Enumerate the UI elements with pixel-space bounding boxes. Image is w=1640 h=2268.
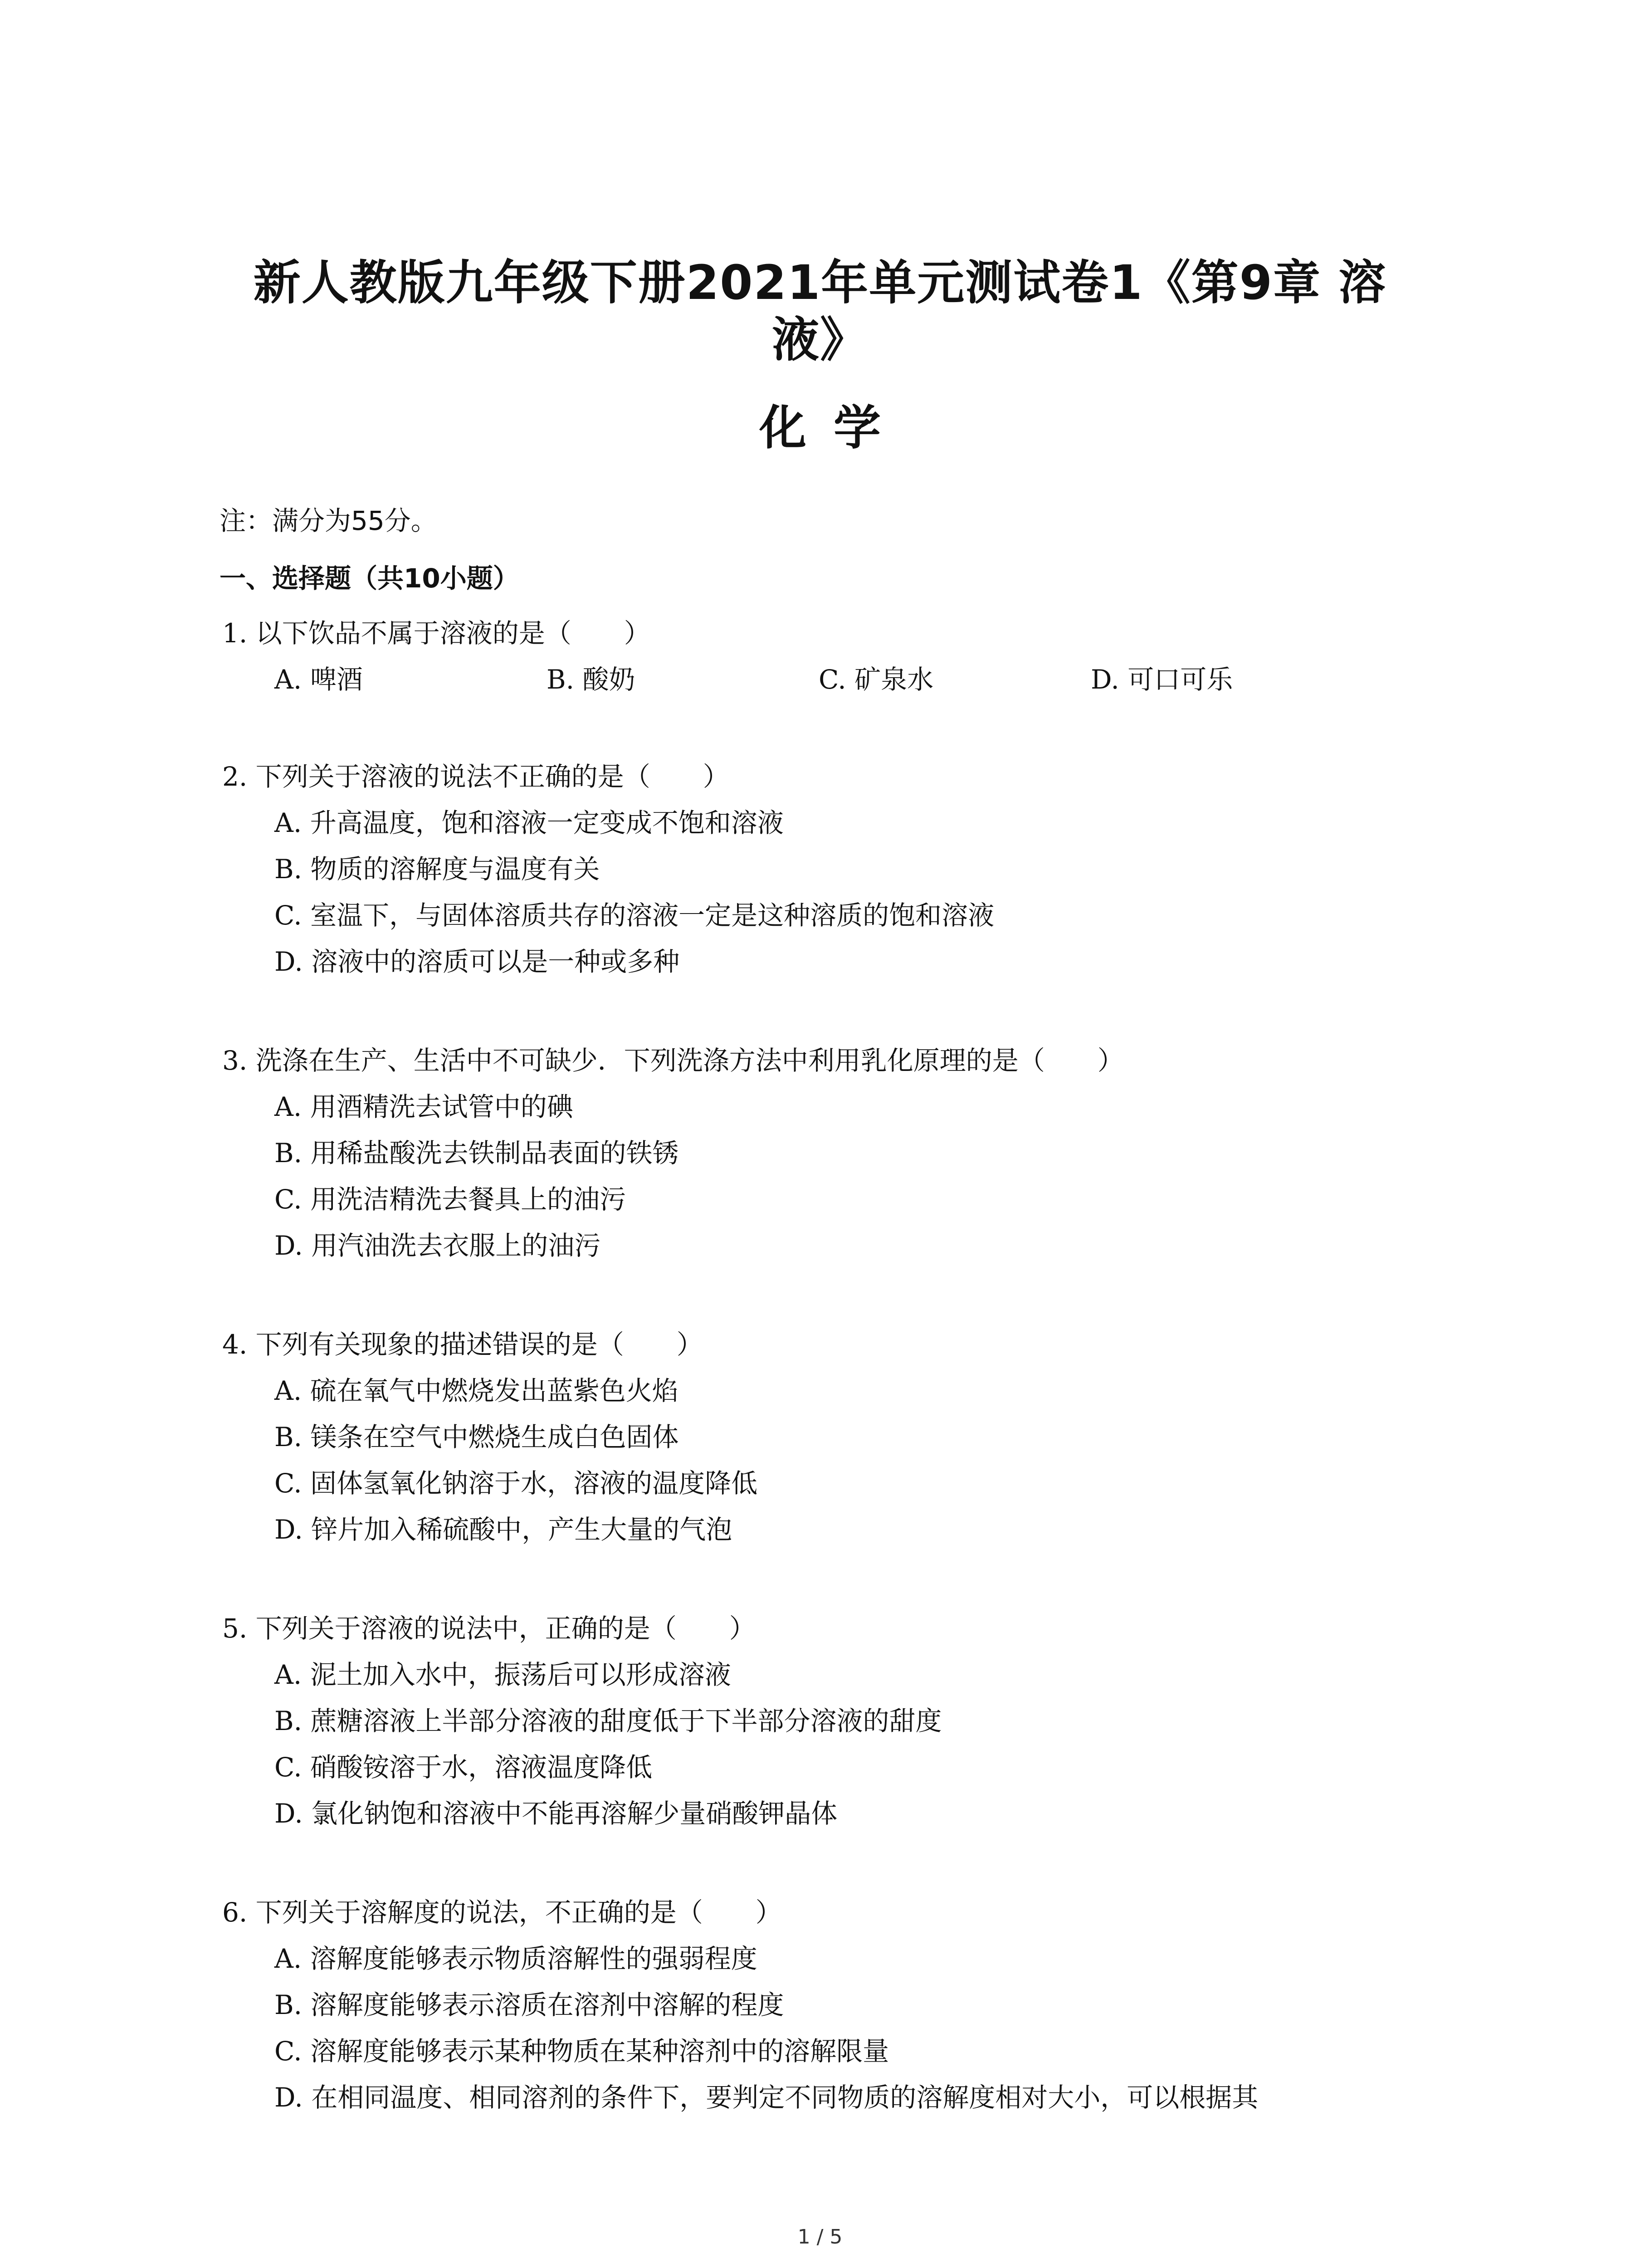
option-b: B. 蔗糖溶液上半部分溶液的甜度低于下半部分溶液的甜度: [274, 1706, 942, 1736]
option-a: A. 用酒精洗去试管中的碘: [274, 1091, 573, 1122]
option-d: D. 锌片加入稀硫酸中，产生大量的气泡: [274, 1514, 732, 1545]
question-options-inline: [274, 661, 1363, 698]
question-stem: 5. 下列关于溶液的说法中，正确的是（ ）: [222, 1613, 756, 1644]
question-stem: 6. 下列关于溶解度的说法，不正确的是（ ）: [222, 1897, 782, 1928]
option-a: A. 泥土加入水中，振荡后可以形成溶液: [274, 1659, 731, 1690]
option-b: B. 物质的溶解度与温度有关: [274, 854, 600, 885]
section-heading: 一、选择题（共10小题）: [220, 563, 519, 594]
question-stem: 4. 下列有关现象的描述错误的是（ ）: [222, 1329, 703, 1360]
option-c: C. 硝酸铵溶于水，溶液温度降低: [274, 1752, 653, 1783]
option-d: D. 在相同温度、相同溶剂的条件下，要判定不同物质的溶解度相对大小，可以根据其: [274, 2082, 1259, 2113]
option-b: B. 酸奶: [547, 664, 635, 695]
option-b: B. 用稀盐酸洗去铁制品表面的铁锈: [274, 1138, 679, 1168]
question-stem: 2. 下列关于溶液的说法不正确的是（ ）: [222, 761, 729, 792]
option-c: C. 固体氢氧化钠溶于水，溶液的温度降低: [274, 1468, 758, 1499]
option-c: C. 溶解度能够表示某种物质在某种溶剂中的溶解限量: [274, 2036, 889, 2067]
question-stem: 3. 洗涤在生产、生活中不可缺少．下列洗涤方法中利用乳化原理的是（ ）: [222, 1045, 1124, 1076]
document-title-line-1: 新人教版九年级下册2021年单元测试卷1《第9章 溶: [253, 255, 1387, 310]
option-b: B. 溶解度能够表示溶质在溶剂中溶解的程度: [274, 1989, 784, 2020]
question-stem: 1. 以下饮品不属于溶液的是（ ）: [222, 618, 650, 649]
option-c: C. 矿泉水: [819, 664, 934, 695]
option-a: A. 升高温度，饱和溶液一定变成不饱和溶液: [274, 807, 784, 838]
option-c: C. 用洗洁精洗去餐具上的油污: [274, 1184, 626, 1215]
option-a: A. 啤酒: [274, 664, 363, 695]
option-a: A. 溶解度能够表示物质溶解性的强弱程度: [274, 1943, 757, 1974]
option-d: D. 可口可乐: [1091, 664, 1233, 695]
option-a: A. 硫在氧气中燃烧发出蓝紫色火焰: [274, 1375, 678, 1406]
option-d: D. 氯化钠饱和溶液中不能再溶解少量硝酸钾晶体: [274, 1798, 838, 1829]
option-d: D. 溶液中的溶质可以是一种或多种: [274, 946, 680, 977]
option-b: B. 镁条在空气中燃烧生成白色固体: [274, 1422, 679, 1452]
page-number: 1 / 5: [797, 2225, 843, 2248]
score-note: 注：满分为55分。: [220, 505, 437, 536]
option-c: C. 室温下，与固体溶质共存的溶液一定是这种溶质的饱和溶液: [274, 900, 995, 931]
option-d: D. 用汽油洗去衣服上的油污: [274, 1230, 601, 1261]
subject-heading: 化学: [759, 400, 908, 455]
document-title-line-2: 液》: [771, 312, 868, 367]
